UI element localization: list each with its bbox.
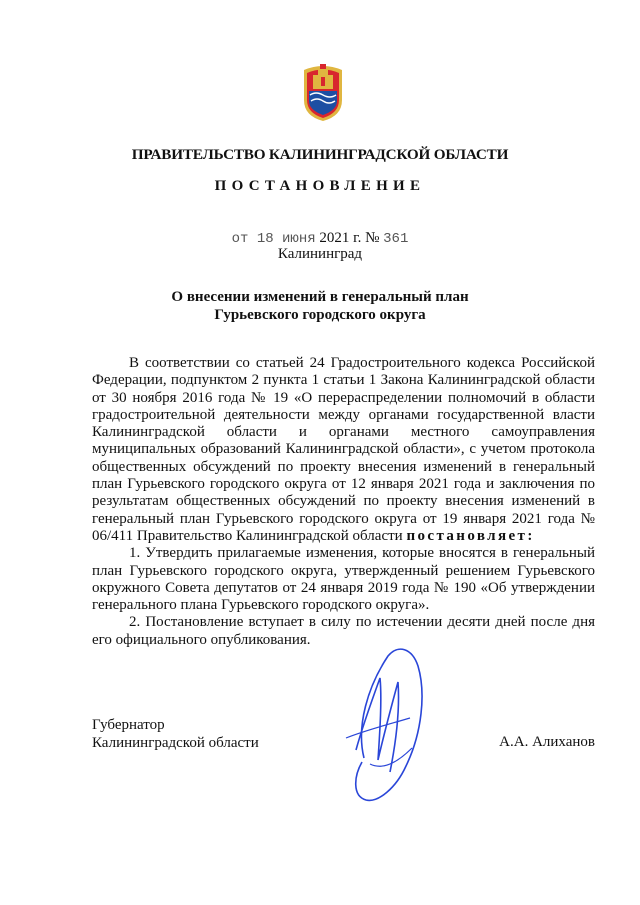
item-1: 1. Утвердить прилагаемые изменения, которые вносятся в генеральный план Гурьевского городского округа, утвержденный решением Гурьевского окружного Совета депутатов от 24 января 2019 года № 190 «Об утверждении генерального плана Гурьевского городского округа».	[92, 545, 595, 614]
handwritten-signature	[326, 638, 432, 808]
date-stamp: от 18 июня	[231, 231, 316, 247]
position-line-2: Калининградской области	[92, 735, 259, 751]
year: 2021 г.	[319, 230, 362, 246]
signatory-name: А.А. Алиханов	[499, 734, 595, 750]
government-title: ПРАВИТЕЛЬСТВО КАЛИНИНГРАДСКОЙ ОБЛАСТИ	[131, 146, 509, 163]
position-line-1: Губернатор	[92, 717, 165, 733]
subject-line-1: О внесении изменений в генеральный план	[171, 289, 469, 305]
signatory-position	[92, 716, 259, 752]
preamble-text: В соответствии со статьей 24 Градостроительного кодекса Российской Федерации, подпунктом 2 пункта 1 статьи 1 Закона Калининградской области от 30 ноября 2016 года № 19 «О перераспределении полномочий в области градостроительной деятельности между органами государственной власти Калининградской области и органами местного самоуправления муниципальных образований Калининградской области», с учетом протокола общественных обсуждений по проекту внесения изменений в генеральный план Гурьевского городского округа от 12 января 2021 года и заключения по результатам общественных обсуждений по проекту внесения изменений в генеральный план Гурьевского городского округа от 19 января 2021 года № 06/411 Правительство Калининградской области	[92, 355, 595, 544]
item-2: 2. Постановление вступает в силу по истечении десяти дней после дня его официального опубликования.	[92, 614, 595, 648]
document-type: ПОСТАНОВЛЕНИЕ	[214, 178, 426, 194]
preamble-paragraph	[92, 355, 595, 545]
coat-of-arms-emblem	[300, 60, 346, 122]
number-sign: №	[365, 230, 380, 246]
city: Калининград	[277, 246, 363, 262]
decree-body	[92, 355, 595, 649]
date-number-line	[0, 230, 640, 247]
decides-keyword: постановляет:	[406, 527, 535, 544]
subject-line-2: Гурьевского городского округа	[214, 307, 426, 323]
decree-number: 361	[383, 231, 409, 247]
